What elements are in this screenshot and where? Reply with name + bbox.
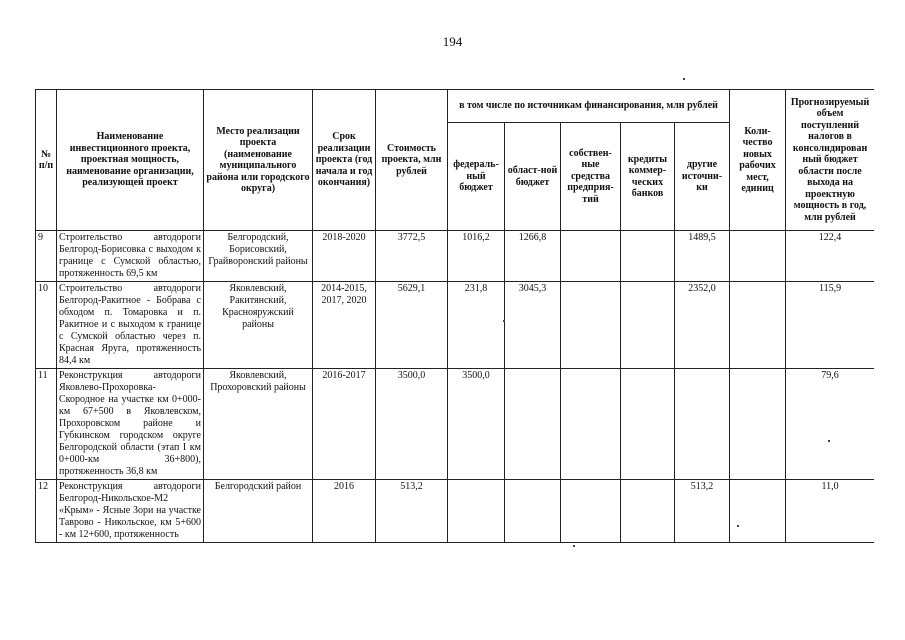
header-credits: кредиты коммер-ческих банков	[621, 123, 675, 231]
cell-federal: 1016,2	[448, 231, 505, 282]
cell-own-funds	[561, 231, 621, 282]
scan-speck	[683, 78, 685, 80]
cell-taxes: 122,4	[786, 231, 874, 282]
cell-place: Яковлевский, Прохоровский районы	[204, 369, 313, 480]
cell-term: 2014-2015, 2017, 2020	[313, 282, 376, 369]
investment-projects-table	[35, 89, 874, 543]
header-sources-group: в том числе по источникам финансирования, млн рублей	[448, 90, 730, 123]
scan-speck	[573, 545, 575, 547]
cell-credits	[621, 282, 675, 369]
cell-jobs	[730, 369, 786, 480]
cell-regional	[505, 369, 561, 480]
cell-jobs	[730, 231, 786, 282]
cell-term: 2016	[313, 480, 376, 543]
cell-other: 1489,5	[675, 231, 730, 282]
header-jobs: Коли-чество новых рабочих мест, единиц	[730, 90, 786, 231]
header-term: Срок реализации проекта (год начала и год окончания)	[313, 90, 376, 231]
cell-cost: 3500,0	[376, 369, 448, 480]
cell-credits	[621, 480, 675, 543]
cell-project-name: Реконструкция автодороги Яковлево-Прохоровка-Скородное на участке км 0+000-км 67+500 в Яковлевском, Прохоровском районе и Губкинском городском округе Белгородской области (этап I км 0+000-км 36+800), протяженность 36,8 км	[57, 369, 204, 480]
investment-projects-table-wrapper	[35, 89, 874, 640]
cell-other: 2352,0	[675, 282, 730, 369]
cell-regional: 3045,3	[505, 282, 561, 369]
header-cost: Стоимость проекта, млн рублей	[376, 90, 448, 231]
cell-regional: 1266,8	[505, 231, 561, 282]
cell-own-funds	[561, 480, 621, 543]
header-taxes: Прогнозируемый объем поступлений налогов в консолидирован ный бюджет области после выхода на проектную мощность в год, млн рублей	[786, 90, 874, 231]
cell-project-name: Строительство автодороги Белгород-Борисовка с выходом к границе с Сумской областью, протяженность 69,5 км	[57, 231, 204, 282]
table-row	[36, 369, 875, 480]
header-num: № п/п	[36, 90, 57, 231]
cell-federal: 231,8	[448, 282, 505, 369]
cell-other	[675, 369, 730, 480]
cell-term: 2016-2017	[313, 369, 376, 480]
cell-place: Яковлевский, Ракитянский, Краснояружский районы	[204, 282, 313, 369]
header-own-funds: собствен-ные средства предприя-тий	[561, 123, 621, 231]
cell-federal	[448, 480, 505, 543]
header-regional: област-ной бюджет	[505, 123, 561, 231]
cell-taxes: 11,0	[786, 480, 874, 543]
cell-other: 513,2	[675, 480, 730, 543]
cell-own-funds	[561, 282, 621, 369]
cell-credits	[621, 231, 675, 282]
cell-place: Белгородский, Борисовский, Грайворонский районы	[204, 231, 313, 282]
cell-place: Белгородский район	[204, 480, 313, 543]
cell-project-name: Реконструкция автодороги Белгород-Никольское-М2 «Крым» - Ясные Зори на участке Таврово - Никольское, км 5+600 - км 12+600, протяженность	[57, 480, 204, 543]
cell-project-name: Строительство автодороги Белгород-Ракитное - Бобрава с обходом п. Томаровка и п. Ракитное и с выходом к границе с Сумской областью через п. Красная Яруга, протяженность 84,4 км	[57, 282, 204, 369]
cell-cost: 513,2	[376, 480, 448, 543]
header-other: другие источни-ки	[675, 123, 730, 231]
header-project-name: Наименование инвестиционного проекта, проектная мощность, наименование организации, реализующей проект	[57, 90, 204, 231]
cell-num: 9	[36, 231, 57, 282]
cell-jobs	[730, 282, 786, 369]
scan-speck	[737, 525, 739, 527]
cell-taxes: 79,6	[786, 369, 874, 480]
cell-num: 11	[36, 369, 57, 480]
cell-credits	[621, 369, 675, 480]
cell-num: 12	[36, 480, 57, 543]
cell-own-funds	[561, 369, 621, 480]
cell-regional	[505, 480, 561, 543]
header-federal: федераль-ный бюджет	[448, 123, 505, 231]
page-number: 194	[442, 34, 463, 49]
table-row	[36, 231, 875, 282]
cell-federal: 3500,0	[448, 369, 505, 480]
cell-term: 2018-2020	[313, 231, 376, 282]
table-row	[36, 480, 875, 543]
cell-cost: 3772,5	[376, 231, 448, 282]
cell-jobs	[730, 480, 786, 543]
table-row	[36, 282, 875, 369]
header-place: Место реализации проекта (наименование муниципального района или городского округа)	[204, 90, 313, 231]
cell-taxes: 115,9	[786, 282, 874, 369]
scan-speck	[828, 440, 830, 442]
cell-num: 10	[36, 282, 57, 369]
cell-cost: 5629,1	[376, 282, 448, 369]
scan-speck	[503, 320, 505, 322]
